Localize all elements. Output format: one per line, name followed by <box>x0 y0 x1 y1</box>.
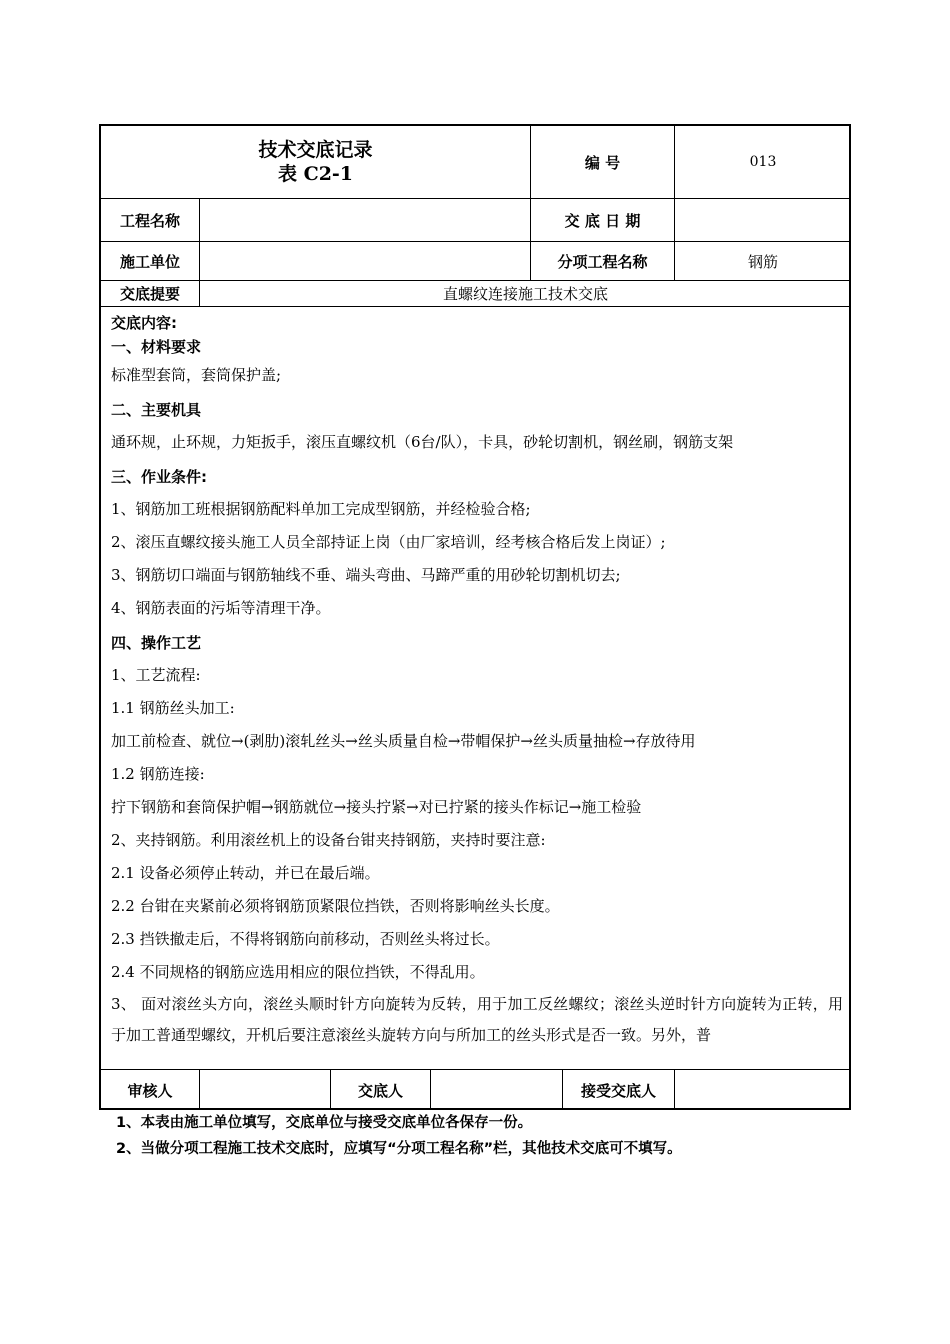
section-conditions-title: 三、作业条件: <box>111 468 207 486</box>
number-value: 013 <box>749 154 777 170</box>
section-materials-text: 标准型套筒，套筒保护盖; <box>111 366 282 384</box>
date-label: 交 底 日 期 <box>564 211 641 230</box>
section-process-title: 四、操作工艺 <box>111 634 202 652</box>
list-item: 加工前检查、就位→(剥肋)滚轧丝头→丝头质量自检→带帽保护→丝头质量抽检→存放待用 <box>111 732 696 750</box>
list-item: 2、滚压直螺纹接头施工人员全部持证上岗（由厂家培训，经考核合格后发上岗证）; <box>111 533 666 551</box>
receiver-label: 接受交底人 <box>580 1081 656 1100</box>
footnote: 1、本表由施工单位填写，交底单位与接受交底单位各保存一份。 <box>116 1115 533 1131</box>
list-item: 1、钢筋加工班根据钢筋配料单加工完成型钢筋，并经检验合格; <box>111 500 531 518</box>
section-tools-title: 二、主要机具 <box>111 401 202 419</box>
reviewer-label: 审核人 <box>127 1081 173 1100</box>
summary-label: 交底提要 <box>119 285 180 303</box>
unit-field[interactable] <box>200 242 530 280</box>
list-item: 2.1 设备必须停止转动，并已在最后端。 <box>111 864 380 882</box>
content-label: 交底内容: <box>111 314 177 332</box>
list-item: 2、夹持钢筋。利用滚丝机上的设备台钳夹持钢筋，夹持时要注意: <box>111 831 546 849</box>
list-item: 2.3 挡铁撤走后，不得将钢筋向前移动，否则丝头将过长。 <box>111 930 500 948</box>
receiver-field[interactable] <box>675 1070 851 1110</box>
list-item: 1、工艺流程: <box>111 666 201 684</box>
discloser-field[interactable] <box>431 1070 562 1110</box>
form-title-block <box>101 126 530 198</box>
process-paragraph-3: 3、 面对滚丝头方向，滚丝头顺时针方向旋转为反转，用于加工反丝螺纹；滚丝头逆时针方向旋转为正转，用于加工普通型螺纹，开机后要注意滚丝头旋转方向与所加工的丝头形式是否一致。另外，普 <box>111 995 843 1044</box>
list-item: 2.2 台钳在夹紧前必须将钢筋顶紧限位挡铁，否则将影响丝头长度。 <box>111 897 560 915</box>
sub-project-value: 钢筋 <box>747 252 778 271</box>
list-item: 3、钢筋切口端面与钢筋轴线不垂、端头弯曲、马蹄严重的用砂轮切割机切去; <box>111 566 621 584</box>
date-field[interactable] <box>675 199 851 241</box>
list-item: 2.4 不同规格的钢筋应选用相应的限位挡铁，不得乱用。 <box>111 963 485 981</box>
form-number: 表 C2-1 <box>277 163 354 185</box>
project-name-label: 工程名称 <box>119 211 180 230</box>
sub-project-label: 分项工程名称 <box>557 252 648 271</box>
project-name-field[interactable] <box>200 199 530 241</box>
list-item: 1.1 钢筋丝头加工: <box>111 699 235 717</box>
reviewer-field[interactable] <box>200 1070 330 1110</box>
list-item: 4、钢筋表面的污垢等清理干净。 <box>111 599 331 617</box>
form-title: 技术交底记录 <box>258 139 373 161</box>
number-label: 编 号 <box>584 153 621 172</box>
footnote: 2、当做分项工程施工技术交底时，应填写“分项工程名称”栏，其他技术交底可不填写。 <box>116 1141 682 1157</box>
section-materials-title: 一、材料要求 <box>111 338 202 356</box>
footnotes <box>116 1110 682 1162</box>
row-divider <box>101 306 849 307</box>
summary-value: 直螺纹连接施工技术交底 <box>442 285 608 303</box>
list-item: 1.2 钢筋连接: <box>111 765 205 783</box>
section-tools-text: 通环规，止环规，力矩扳手，滚压直螺纹机（6台/队），卡具，砂轮切割机，钢丝刷，钢筋支架 <box>111 433 734 451</box>
unit-label: 施工单位 <box>119 252 180 271</box>
disclosure-content <box>111 311 843 1051</box>
disclosure-form <box>99 124 851 1110</box>
discloser-label: 交底人 <box>357 1081 403 1100</box>
list-item: 拧下钢筋和套筒保护帽→钢筋就位→接头拧紧→对已拧紧的接头作标记→施工检验 <box>111 798 642 816</box>
